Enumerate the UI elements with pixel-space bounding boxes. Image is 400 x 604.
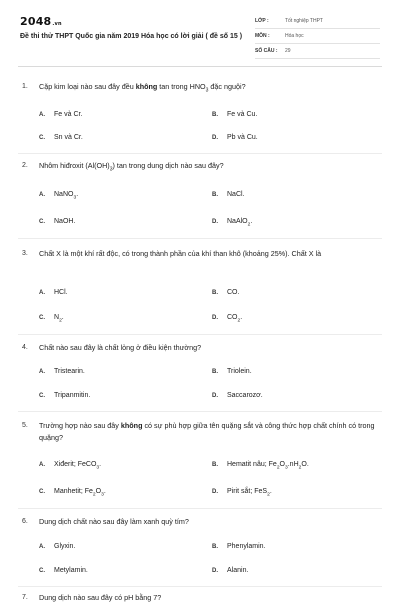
option-d[interactable]: D. NaAlO$_2$.	[212, 218, 253, 228]
option-b[interactable]: B. Triolein.	[212, 368, 252, 375]
option-a[interactable]: A. Xiđerit; FeCO$_3$.	[39, 461, 102, 471]
option-c[interactable]: C. Tripanmitin.	[39, 392, 91, 399]
question-number: 7.	[22, 594, 28, 601]
option-d[interactable]: D. Pirit sắt; FeS$_2$.	[212, 488, 272, 498]
option-b[interactable]: B. Hematit nâu; $Fe_2O_3.nH_2O$.	[212, 461, 309, 471]
option-c[interactable]: C. Metylamin.	[39, 567, 88, 574]
option-c[interactable]: C. NaOH.	[39, 218, 76, 225]
question-divider	[18, 153, 382, 154]
question-divider	[18, 586, 382, 587]
meta-label: LỚP :	[255, 18, 269, 24]
question-divider	[18, 334, 382, 335]
question-number: 2.	[22, 162, 28, 169]
meta-value: 29	[285, 48, 291, 54]
meta-value: Tốt nghiệp THPT	[285, 18, 323, 24]
meta-question-count	[255, 44, 380, 59]
option-a[interactable]: A. NaNO$_3$.	[39, 191, 79, 201]
question-number: 3.	[22, 250, 28, 257]
option-b[interactable]: B. Phenylamin.	[212, 543, 266, 550]
option-d[interactable]: D. Saccarozơ.	[212, 392, 263, 399]
option-a[interactable]: A. Tristearin.	[39, 368, 85, 375]
question-text: Dung dịch chất nào sau đây làm xanh quỳ tím?	[39, 517, 189, 526]
option-d[interactable]: D. Alanin.	[212, 567, 249, 574]
option-c[interactable]: C. Sn và Cr.	[39, 134, 83, 141]
question-text: Chất nào sau đây là chất lỏng ở điều kiện thường?	[39, 343, 202, 352]
meta-label: SỐ CÂU :	[255, 48, 278, 54]
question-divider	[18, 411, 382, 412]
meta-label: MÔN :	[255, 33, 270, 39]
option-c[interactable]: C. $N_2$.	[39, 314, 64, 324]
option-a[interactable]: A. HCl.	[39, 289, 68, 296]
question-divider	[18, 238, 382, 239]
option-b[interactable]: B. CO.	[212, 289, 240, 296]
question-text: Nhôm hiđroxit $(Al(OH)_3)$ tan trong dung dịch nào sau đây?	[39, 161, 224, 173]
option-a[interactable]: A. Fe và Cr.	[39, 111, 83, 118]
meta-subject	[255, 29, 380, 44]
question-text: Chất X là một khí rất độc, có trong thành phần của khí than khô (khoảng 25%). Chất X là	[39, 249, 322, 258]
option-d[interactable]: D. $CO_2$.	[212, 314, 243, 324]
question-number: 4.	[22, 344, 28, 351]
meta-grade	[255, 14, 380, 29]
question-number: 5.	[22, 422, 28, 429]
option-d[interactable]: D. Pb và Cu.	[212, 134, 258, 141]
option-b[interactable]: B. Fe và Cu.	[212, 111, 258, 118]
meta-value: Hóa học	[285, 33, 304, 39]
question-text: Trường hợp nào sau đây không có sự phù hợp giữa tên quặng sắt và công thức hợp chất chính có trong quặng?	[39, 421, 375, 442]
option-b[interactable]: B. NaCl.	[212, 191, 245, 198]
site-logo[interactable]: 2048.vn	[20, 15, 62, 28]
header-divider	[18, 66, 382, 67]
question-divider	[18, 508, 382, 509]
question-text: Dung dịch nào sau đây có pH bằng 7?	[39, 593, 162, 602]
question-number: 1.	[22, 83, 28, 90]
question-text: Cặp kim loại nào sau đây đều không tan trong $HNO_3$ đặc nguội?	[39, 82, 246, 94]
option-c[interactable]: C. Manhetit; $Fe_2O_3$.	[39, 488, 106, 498]
question-number: 6.	[22, 518, 28, 525]
option-a[interactable]: A. Glyxin.	[39, 543, 76, 550]
exam-title: Đề thi thử THPT Quốc gia năm 2019 Hóa học có lời giải ( đề số 15 )	[20, 33, 243, 40]
